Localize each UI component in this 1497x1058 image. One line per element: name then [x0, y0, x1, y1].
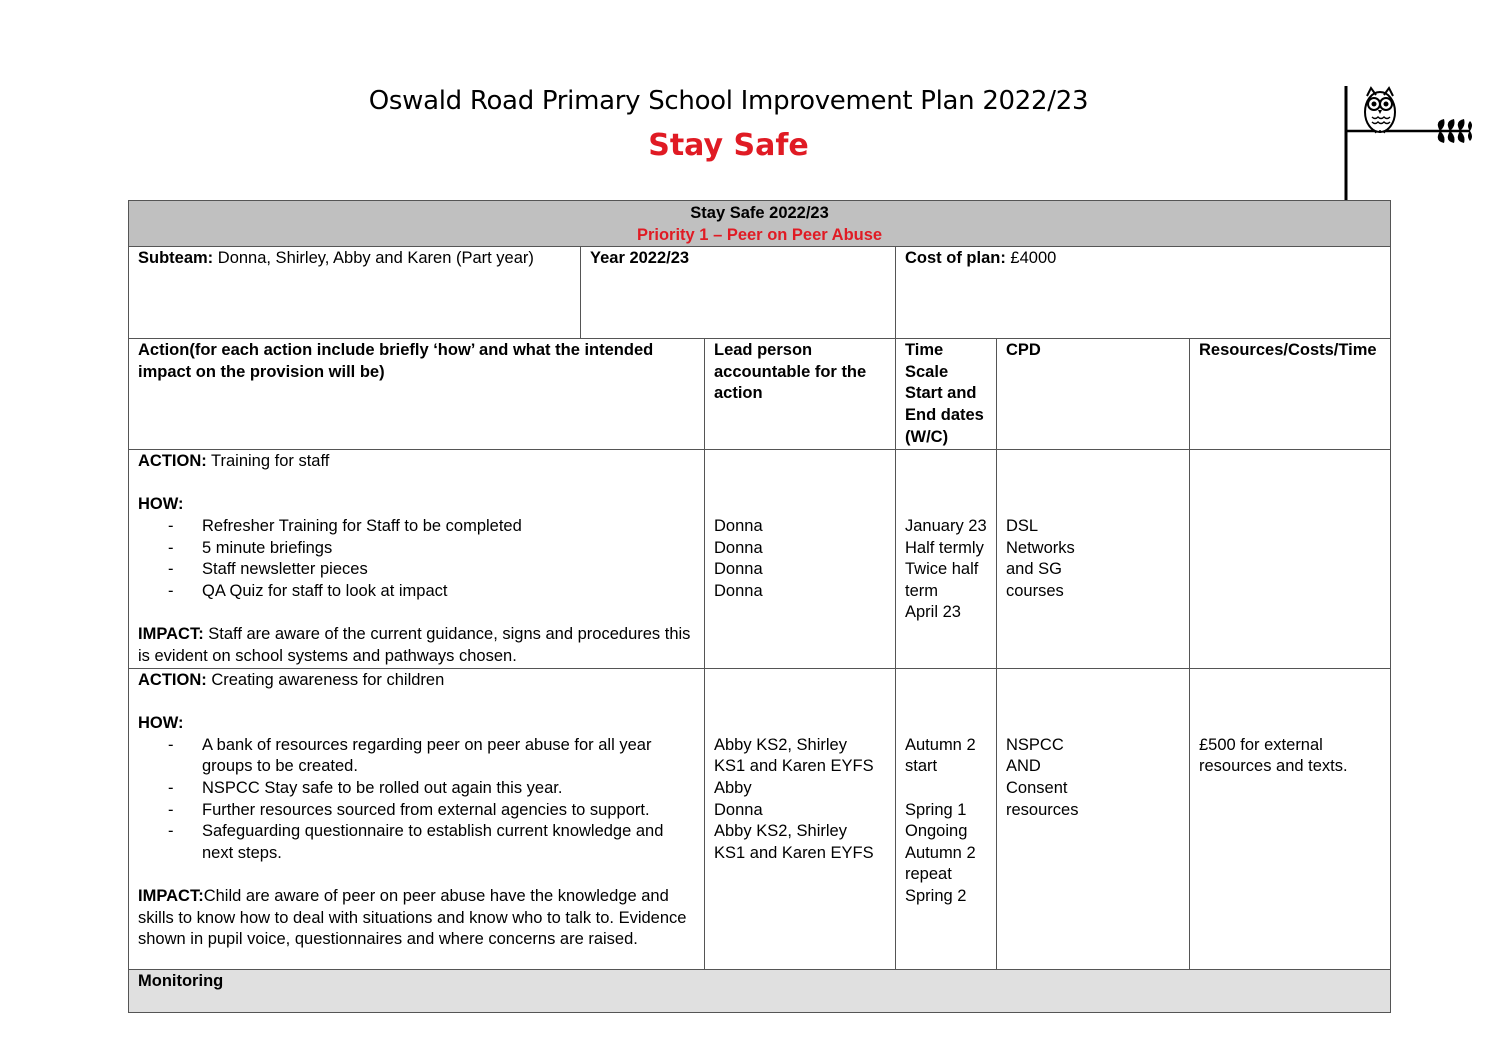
cost-label: Cost of plan: — [905, 249, 1006, 268]
list-item: - NSPCC Stay safe to be rolled out again this year. — [168, 778, 695, 800]
list-item: - Further resources sourced from external agencies to support. — [168, 800, 695, 822]
col-header-lead: Lead person accountable for the action — [705, 339, 896, 450]
lead-line: Abby — [714, 779, 752, 798]
lead-cell — [705, 669, 896, 970]
cpd-line: NSPCC — [1006, 735, 1064, 754]
cpd-cell — [997, 450, 1190, 669]
cpd-line: Consent — [1006, 779, 1068, 798]
year-cell: Year 2022/23 — [581, 247, 896, 339]
col-header-resources: Resources/Costs/Time — [1190, 339, 1391, 450]
table-row — [129, 450, 1391, 669]
lead-line: Abby KS2, Shirley — [714, 735, 847, 754]
cost-cell — [896, 247, 1391, 339]
impact-text: Staff are aware of the current guidance, signs and procedures this is evident on school systems and pathways chosen. — [138, 624, 691, 665]
how-list — [138, 516, 695, 602]
time-line: Half termly — [905, 538, 984, 557]
subteam-label: Subteam: — [138, 249, 214, 268]
list-item: - A bank of resources regarding peer on peer abuse for all year groups to be created. — [168, 735, 695, 778]
lead-line: Donna — [714, 800, 763, 819]
how-label: HOW: — [138, 714, 184, 733]
lead-line: Donna — [714, 516, 763, 535]
plan-table — [128, 200, 1391, 1013]
lead-cell — [705, 450, 896, 669]
col-header-action: Action(for each action include briefly ‘how’ and what the intended impact on the provision will be) — [129, 339, 705, 450]
list-item: - Staff newsletter pieces — [168, 559, 695, 581]
resources-line: £500 for external — [1199, 735, 1323, 754]
time-line: Spring 2 — [905, 887, 967, 906]
resources-line: resources and texts. — [1199, 757, 1348, 776]
how-label: HOW: — [138, 495, 184, 514]
cost-value: £4000 — [1005, 249, 1057, 268]
action-title: Training for staff — [206, 452, 330, 471]
time-line: Autumn 2 repeat — [905, 843, 976, 884]
owl-on-branch-icon — [1340, 84, 1480, 204]
action-title: Creating awareness for children — [206, 671, 445, 690]
resources-cell — [1190, 450, 1391, 669]
page-subtitle: Stay Safe — [648, 128, 809, 163]
action-cell — [129, 669, 705, 970]
time-line: Spring 1 — [905, 800, 967, 819]
lead-line: Donna — [714, 538, 763, 557]
lead-line: Donna — [714, 560, 763, 579]
time-cell — [896, 450, 997, 669]
action-cell — [129, 450, 705, 669]
time-line: Ongoing — [905, 822, 968, 841]
page-title: Oswald Road Primary School Improvement Plan 2022/23 — [368, 86, 1089, 116]
time-line: Autumn 2 start — [905, 735, 976, 776]
cpd-line: courses — [1006, 581, 1064, 600]
band-title: Stay Safe 2022/23 — [690, 204, 829, 222]
list-item: - Safeguarding questionnaire to establish current knowledge and next steps. — [168, 821, 695, 864]
list-item: - QA Quiz for staff to look at impact — [168, 581, 695, 603]
plan-header-band — [129, 201, 1391, 247]
impact-label: IMPACT: — [138, 624, 204, 643]
time-line: April 23 — [905, 603, 961, 622]
list-item: - Refresher Training for Staff to be completed — [168, 516, 695, 538]
resources-cell — [1190, 669, 1391, 970]
lead-line: KS1 and Karen EYFS — [714, 843, 874, 862]
lead-line: Abby KS2, Shirley — [714, 822, 847, 841]
action-label: ACTION: — [138, 452, 207, 471]
lead-line: Donna — [714, 581, 763, 600]
cpd-line: and SG — [1006, 560, 1062, 579]
action-label: ACTION: — [138, 671, 207, 690]
lead-line: KS1 and Karen EYFS — [714, 757, 874, 776]
time-line: Twice half term — [905, 560, 979, 600]
cpd-line: AND — [1006, 757, 1041, 776]
cpd-line: Networks — [1006, 538, 1075, 557]
time-cell — [896, 669, 997, 970]
list-item: - 5 minute briefings — [168, 538, 695, 560]
cpd-cell — [997, 669, 1190, 970]
impact-text: Child are aware of peer on peer abuse have the knowledge and skills to know how to deal with situations and know who to talk to. Evidence shown in pupil voice, questionnaires and where concerns are raised. — [138, 887, 687, 949]
monitoring-row: Monitoring — [129, 970, 1391, 1013]
how-list — [138, 735, 695, 865]
time-line: January 23 — [905, 516, 987, 535]
col-header-cpd: CPD — [997, 339, 1190, 450]
impact-label: IMPACT: — [138, 887, 204, 906]
priority-label: Priority 1 – Peer on Peer Abuse — [636, 225, 883, 244]
table-row — [129, 669, 1391, 970]
subteam-value: Donna, Shirley, Abby and Karen (Part year) — [213, 249, 534, 268]
subteam-cell — [129, 247, 581, 339]
cpd-line: resources — [1006, 800, 1079, 819]
cpd-line: DSL — [1006, 516, 1039, 535]
col-header-time: Time Scale Start and End dates (W/C) — [896, 339, 997, 450]
